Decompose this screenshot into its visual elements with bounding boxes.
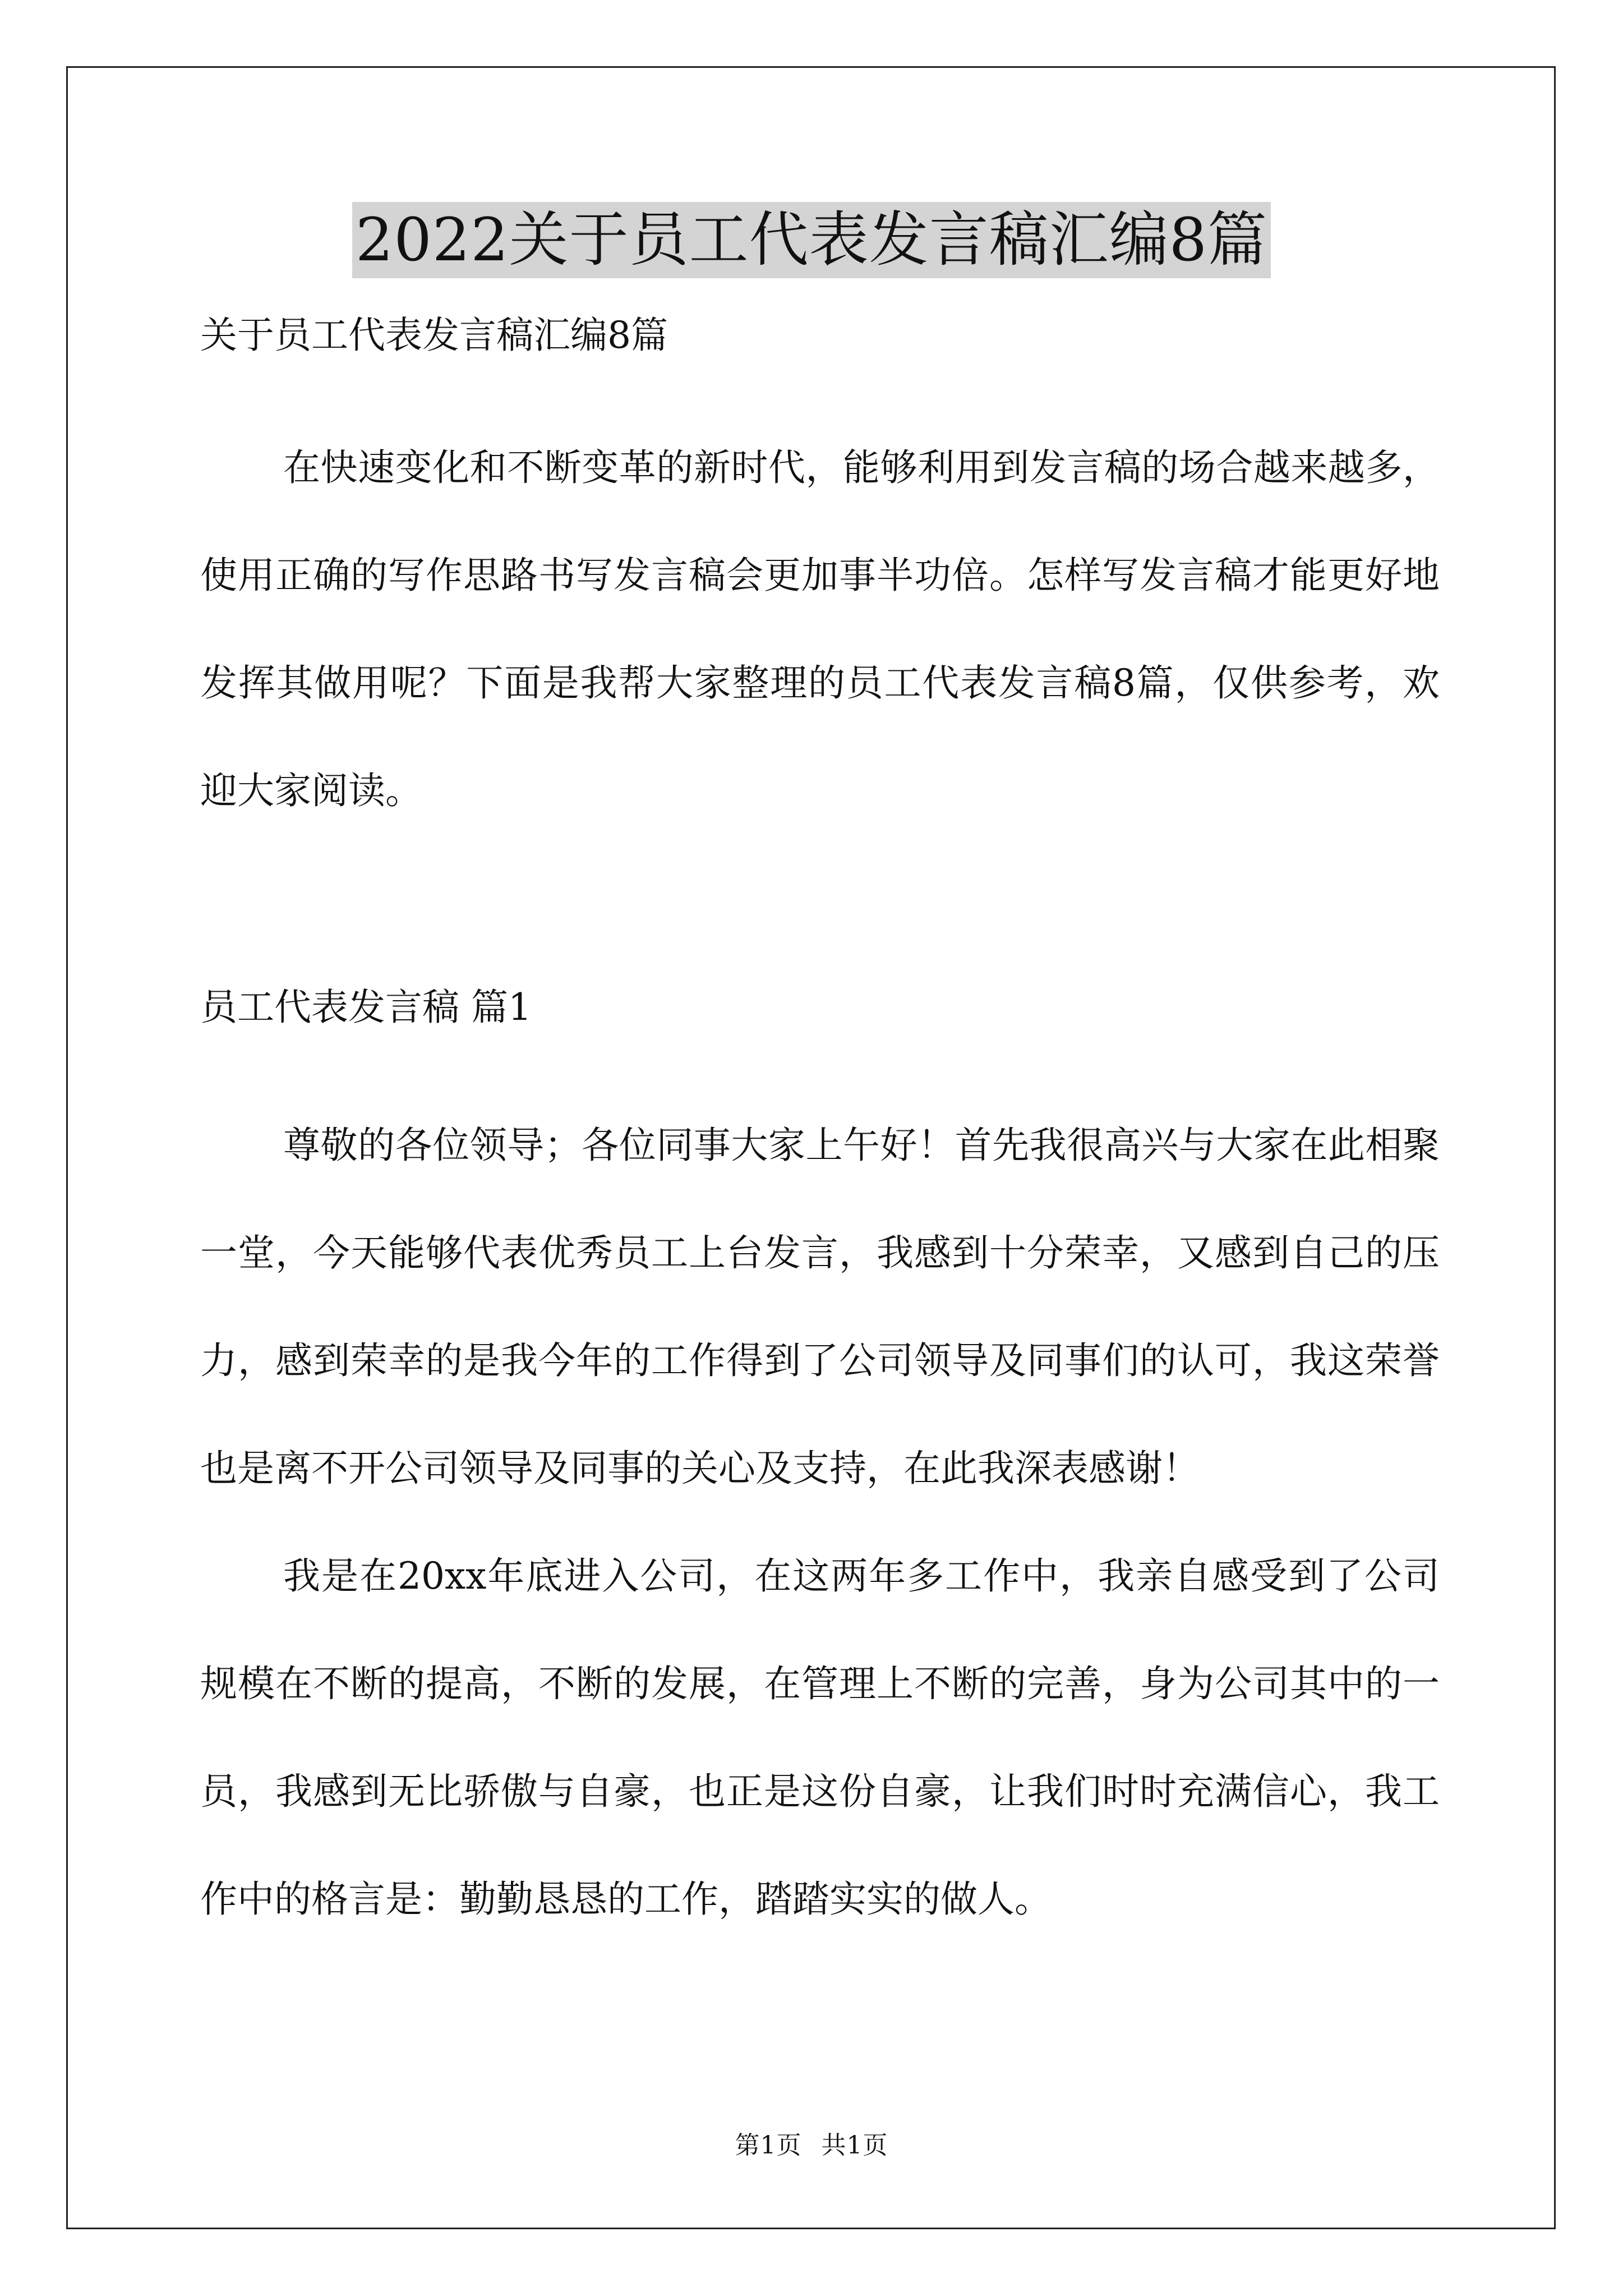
document-body [200,307,1440,1953]
body-paragraph: 尊敬的各位领导；各位同事大家上午好！首先我很高兴与大家在此相聚一堂，今天能够代表优秀员工上台发言，我感到十分荣幸，又感到自己的压力，感到荣幸的是我今年的工作得到了公司领导及同事们的认可，我这荣誉也是离不开公司领导及同事的关心及支持，在此我深表感谢！ [200,1124,1440,1490]
title-container [0,202,1623,278]
section-heading: 员工代表发言稿 篇1 [200,986,532,1029]
page-total: 共1页 [821,2131,888,2160]
intro-paragraph: 在快速变化和不断变革的新时代，能够利用到发言稿的场合越来越多，使用正确的写作思路书写发言稿会更加事半功倍。怎样写发言稿才能更好地发挥其做用呢？下面是我帮大家整理的员工代表发言稿8篇，仅供参考，欢迎大家阅读。 [200,446,1440,812]
document-title: 2022关于员工代表发言稿汇编8篇 [352,202,1271,278]
page-footer [0,2129,1623,2162]
body-paragraph: 我是在20xx年底进入公司，在这两年多工作中，我亲自感受到了公司规模在不断的提高，不断的发展，在管理上不断的完善，身为公司其中的一员，我感到无比骄傲与自豪，也正是这份自豪，让我们时时充满信心，我工作中的格言是：勤勤恳恳的工作，踏踏实实的做人。 [200,1554,1440,1921]
page-number: 第1页 [735,2131,802,2160]
document-subtitle: 关于员工代表发言稿汇编8篇 [200,314,668,357]
